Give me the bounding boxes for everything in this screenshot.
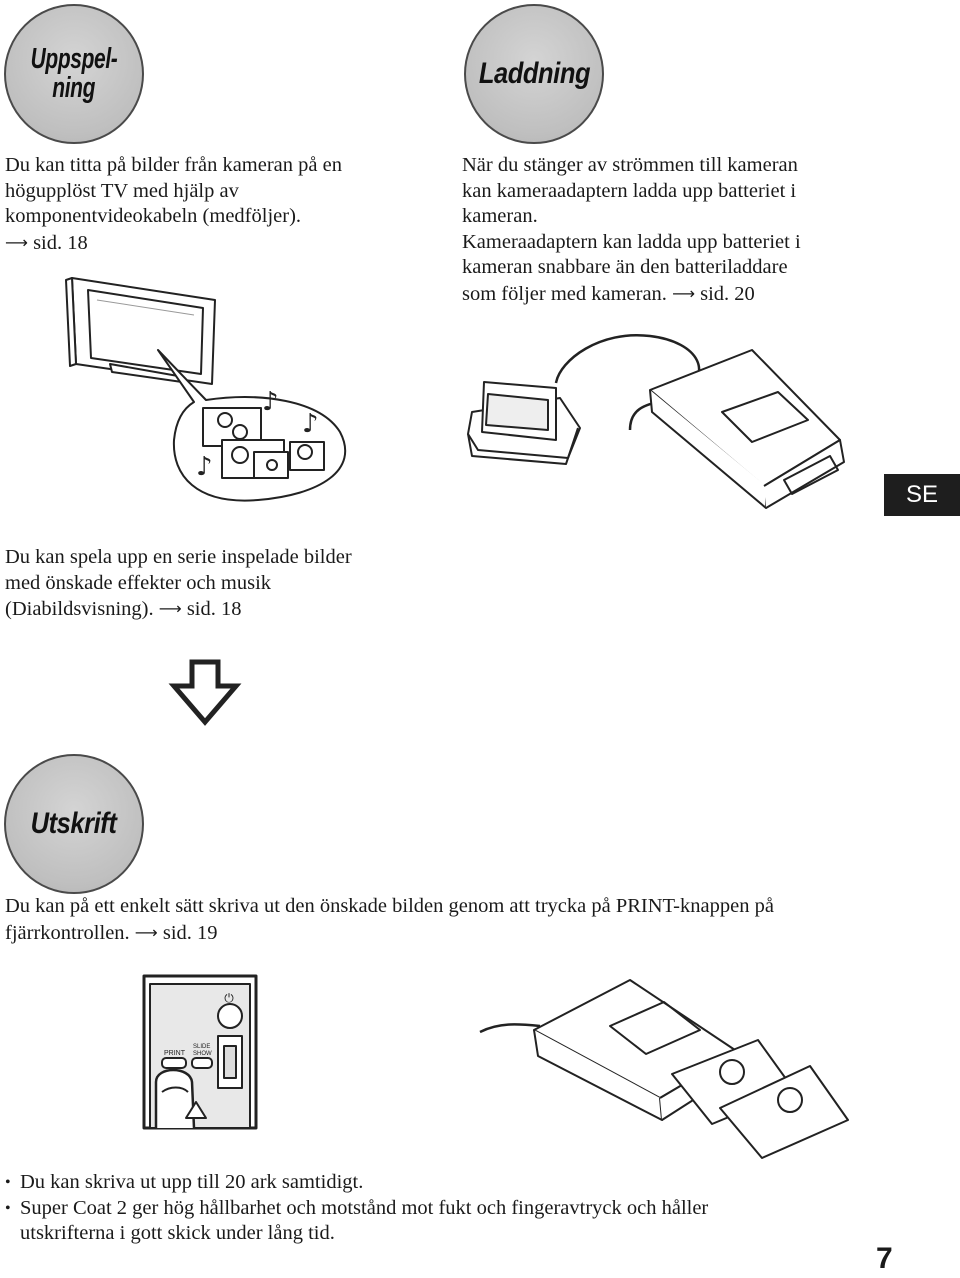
svg-text:♪: ♪: [196, 452, 213, 482]
remote-print-label: PRINT: [164, 1050, 185, 1057]
playback-ref: sid. 18: [33, 231, 88, 254]
playback-badge-line-1: Uppspel-: [30, 43, 118, 75]
slideshow-ref: sid. 18: [186, 598, 242, 620]
bullet-item-2: [4, 1196, 708, 1247]
print-line-1: Du kan på ett enkelt sätt skriva ut den önskade bilden genom att trycka på PRINT-knappen på: [5, 895, 774, 917]
playback-line-3: komponentvideokabeln (medföljer).: [5, 205, 302, 227]
print-badge-label: Utskrift: [31, 807, 117, 840]
down-arrow-icon: [174, 662, 236, 722]
print-text: [5, 894, 774, 946]
language-tab: SE: [884, 474, 960, 516]
feature-bullet-list: [4, 1170, 708, 1247]
slideshow-line-2: med önskade effekter och musik: [5, 571, 272, 594]
page-number: 7: [876, 1242, 893, 1275]
right-arrow-icon: ⟶: [672, 283, 695, 303]
playback-badge-line-2: ning: [52, 72, 96, 104]
charging-line-2: kan kameraadaptern ladda upp batteriet i: [462, 179, 797, 202]
slideshow-ref-line: [5, 596, 352, 623]
bullet-text-2-continuation: utskrifterna i gott skick under lång tid.: [20, 1222, 335, 1244]
bullet-item-1: [4, 1170, 708, 1196]
slideshow-text: [5, 545, 352, 623]
right-arrow-icon: ⟶: [134, 922, 158, 942]
slideshow-line-3: (Diabildsvisning).: [5, 598, 154, 620]
charging-line-1: När du stänger av strömmen till kameran: [462, 154, 798, 176]
right-arrow-icon: ⟶: [5, 232, 28, 252]
charging-badge-label: Laddning: [478, 57, 590, 90]
remote-slide-label-1: SLIDE: [193, 1044, 211, 1050]
svg-text:♪: ♪: [262, 387, 279, 417]
playback-line-2: högupplöst TV med hjälp av: [5, 179, 239, 202]
charging-line-5: kameran snabbare än den batteriladdare: [462, 256, 788, 278]
slideshow-line-1: Du kan spela upp en serie inspelade bilder: [5, 546, 352, 568]
svg-text:♪: ♪: [302, 409, 319, 439]
charging-line-3: kameran.: [462, 205, 538, 227]
bullet-text-2: Super Coat 2 ger hög hållbarhet och motstånd mot fukt och fingeravtryck och håller: [20, 1196, 709, 1219]
svg-text:⏻: ⏻: [224, 991, 234, 1005]
print-ref: sid. 19: [162, 921, 218, 944]
playback-line-1: Du kan titta på bilder från kameran på en: [5, 154, 342, 176]
charging-ref: sid. 20: [700, 282, 755, 305]
print-line-2: fjärrkontrollen.: [5, 921, 130, 944]
remote-slide-label-2: SHOW: [193, 1051, 212, 1057]
charging-line-6: som följer med kameran.: [462, 282, 667, 305]
right-arrow-icon: ⟶: [158, 599, 182, 618]
bullet-text-1: Du kan skriva ut upp till 20 ark samtidigt.: [20, 1171, 364, 1193]
print-ref-line: [5, 920, 774, 947]
charging-line-4: Kameraadaptern kan ladda upp batteriet i: [462, 230, 801, 253]
